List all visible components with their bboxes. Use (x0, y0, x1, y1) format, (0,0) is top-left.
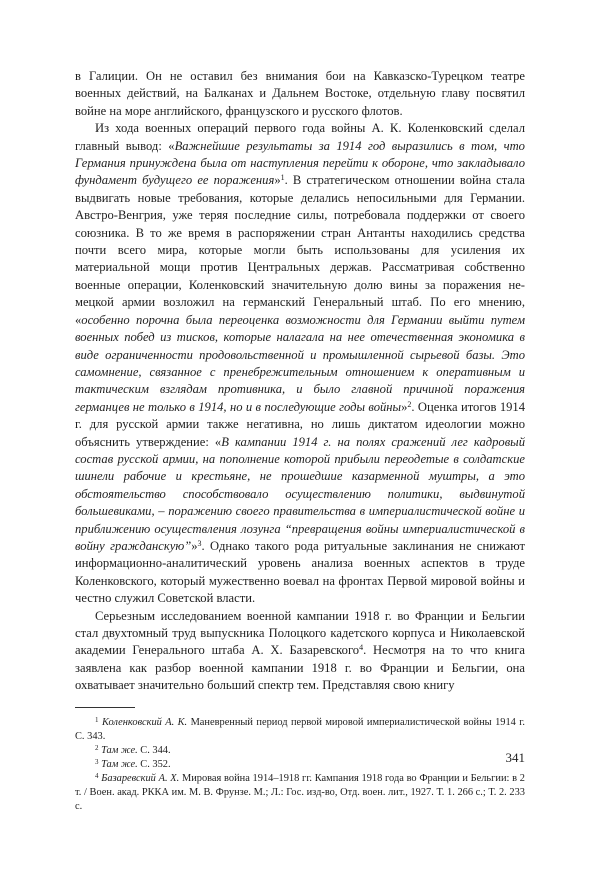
footnote-text: Маневренный период первой мировой империалистической войны 1914 г. С. 343. (75, 716, 525, 742)
paragraph-2 (75, 120, 525, 607)
footnote-text: С. 344. (137, 744, 171, 756)
text-run: . Однако такого рода ритуальные заклинания не снижают информационно-аналитический уровень анализа военных аспектов в труде Коленковского, который мужественно воевал на фронтах Первой мировой войны и честно служил Советской власти. (75, 538, 525, 606)
text-run: . Оценка итогов 1914 г. для русской армии также негативна, но лишь диктатом идеологии можно объяснить утверждение: « (75, 399, 526, 449)
footnote-ref-2[interactable]: 2 (407, 399, 412, 409)
text-run: Серьезным исследованием военной кампании 1918 г. во Франции и Бельгии стал двухтомный труд выпускника Полоцкого кадетского корпуса и Николаевской академии Генерального штаба А. Х. Базаревского (75, 608, 525, 658)
paragraph-1: в Галиции. Он не оставил без внимания бои на Кавказско-Турецком театре военных действий, на Балканах и Дальнем Востоке, отдельную главу посвятил войне на море английского, французского и русского флотов. (75, 69, 525, 118)
footnote-text: Мировая война 1914–1918 гг. Кампания 1918 года во Франции и Бельгии: в 2 т. / Воен. акад. РККА им. М. В. Фрунзе. М.; Л.: Гос. изд-во, Отд. воен. лит., 1927. Т. 1. 266 с.; Т. 2. 233 с. (75, 772, 525, 812)
footnote-author: Коленковский А. К. (101, 716, 188, 728)
footnote-author: Базаревский А. Х. (101, 772, 180, 784)
text-run: » (401, 399, 408, 414)
footnote-1 (75, 716, 525, 744)
footnote-ref-4[interactable]: 4 (359, 643, 364, 653)
text-run: » (191, 538, 198, 553)
text-run: » (274, 173, 281, 188)
quote-1: Важнейшие результаты за 1914 год выразились в том, что Германия принуждена была от наступления перейти к обороне, что закладывало фундамент будущего ее поражения (75, 138, 525, 188)
text-run: Из хода военных операций первого года войны А. К. Коленковский сделал главный вывод: « (75, 121, 525, 153)
page-body (75, 68, 525, 814)
text-run: . В стратегическом отношении война стала выдвигать новые требования, которые делались непосильными для Германии. Австро-Венгрия, уже теряя последние силы, потребовала поддержки от своего союзника. В то же время в распоряжении стран Антанты находились средства почти всего мира, которые могли быть использованы для усиления их материальной мощи против Центральных держав. Рассматривая собственно военные операции, Коленковский значительную долю вины за поражения немецкой армии возложил на германский Генеральный штаб. По его мнению, « (75, 173, 526, 327)
footnote-text: С. 352. (137, 758, 171, 770)
footnote-number: 1 (95, 715, 99, 724)
quote-3: В кампании 1914 г. на полях сражений лег кадровый состав русской армии, на пополнение которой прибыли переодетые в солдатские шинели рабочие и крестьяне, не прошедшие казарменной муштры, а это обстоятельство способствовало осуществлению политики, выдвинутой большевиками, – поражению своего правительства в империалистической войне и приближению осуществления лозунга “превращения войны империалистической в войну гражданскую” (75, 434, 526, 553)
footnote-number: 3 (95, 757, 99, 766)
footnotes (75, 716, 525, 814)
text-run: . Несмотря на то что книга заявлена как разбор военной кампании 1918 г. во Франции и Бельгии, она охватывает значительно больший спектр тем. Представляя свою книгу (75, 643, 525, 693)
footnote-number: 4 (95, 771, 99, 780)
footnote-divider (75, 707, 135, 708)
quote-2: особенно порочна была переоценка возможности для Германии выйти путем военных побед из тисков, которые налагала на нее отечественная экономика в виде ограниченности продовольственной и промышленной сырьевой базы. Это самомнение, связанное с пренебрежительным отношением к оперативным и тактическим взглядам противника, и было главной причиной поражения германцев не только в 1914, но и в последующие годы войны (75, 312, 525, 414)
footnote-author: Там же. (101, 758, 138, 770)
footnote-4 (75, 772, 525, 814)
footnote-ref-3[interactable]: 3 (197, 538, 202, 548)
footnote-number: 2 (95, 743, 99, 752)
footnote-3 (75, 758, 525, 772)
footnote-ref-1[interactable]: 1 (280, 173, 285, 183)
footnote-author: Там же. (101, 744, 138, 756)
footnote-2 (75, 744, 525, 758)
paragraph-3 (75, 608, 525, 695)
page-number: 341 (505, 750, 525, 765)
